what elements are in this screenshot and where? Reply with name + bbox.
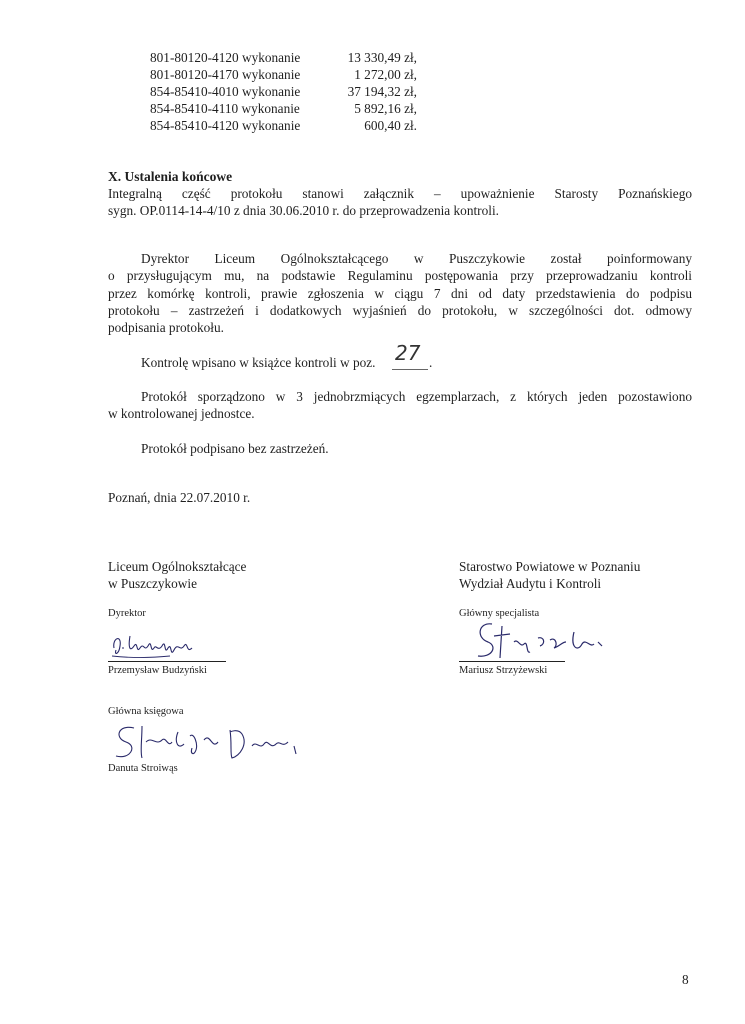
right-party-department: Wydział Audytu i Kontroli bbox=[459, 576, 602, 591]
register-period: . bbox=[429, 355, 433, 370]
budget-code: 854-85410-4010 wykonanie bbox=[150, 84, 301, 99]
budget-amount: 37 194,32 zł, bbox=[347, 84, 417, 99]
copies-line: Protokół sporządzono w 3 jednobrzmiących egzemplarzach, z których jeden pozostawiono bbox=[141, 389, 692, 404]
budget-amount: 600,40 zł. bbox=[364, 118, 417, 133]
register-number-handwritten: 27 bbox=[395, 341, 421, 365]
signed-statement: Protokół podpisano bez zastrzeżeń. bbox=[141, 441, 329, 456]
intro-line: Integralną część protokołu stanowi załącznik – upoważnienie Starosty Poznańskiego bbox=[108, 186, 692, 201]
budget-amount: 1 272,00 zł, bbox=[354, 67, 417, 82]
paragraph-line: podpisania protokołu. bbox=[108, 320, 224, 335]
right-role: Główny specjalista bbox=[459, 608, 540, 619]
specialist-signature bbox=[474, 618, 604, 664]
page-number: 8 bbox=[682, 972, 689, 987]
copies-line: w kontrolowanej jednostce. bbox=[108, 406, 255, 421]
director-signature bbox=[110, 628, 210, 664]
budget-amount: 13 330,49 zł, bbox=[347, 50, 417, 65]
right-signature-line bbox=[459, 661, 565, 662]
right-party-name: Starostwo Powiatowe w Poznaniu bbox=[459, 559, 641, 574]
left-signatory-name-2: Danuta Stroiwąs bbox=[108, 763, 178, 774]
place-date: Poznań, dnia 22.07.2010 r. bbox=[108, 490, 251, 505]
register-label: Kontrolę wpisano w książce kontroli w poz. bbox=[141, 355, 376, 370]
left-role: Dyrektor bbox=[108, 608, 146, 619]
accountant-signature bbox=[112, 720, 302, 766]
left-signature-line bbox=[108, 661, 226, 662]
left-party-location: w Puszczykowie bbox=[108, 576, 197, 591]
section-heading: X. Ustalenia końcowe bbox=[108, 169, 233, 184]
right-signatory-name: Mariusz Strzyżewski bbox=[459, 665, 548, 676]
budget-code: 801-80120-4170 wykonanie bbox=[150, 67, 301, 82]
left-party-name: Liceum Ogólnokształcące bbox=[108, 559, 247, 574]
budget-code: 801-80120-4120 wykonanie bbox=[150, 50, 301, 65]
budget-code: 854-85410-4110 wykonanie bbox=[150, 101, 300, 116]
intro-line: sygn. OP.0114-14-4/10 z dnia 30.06.2010 r. do przeprowadzenia kontroli. bbox=[108, 203, 499, 218]
left-role-2: Główna księgowa bbox=[108, 706, 184, 717]
register-text bbox=[141, 354, 376, 371]
paragraph-line: Dyrektor Liceum Ogólnokształcącego w Puszczykowie został poinformowany bbox=[141, 251, 692, 266]
paragraph-line: o przysługującym mu, na podstawie Regulaminu postępowania przy przeprowadzaniu kontroli bbox=[108, 268, 692, 283]
left-signatory-name: Przemysław Budzyński bbox=[108, 665, 207, 676]
register-underline bbox=[392, 369, 428, 370]
budget-code: 854-85410-4120 wykonanie bbox=[150, 118, 301, 133]
budget-amount: 5 892,16 zł, bbox=[354, 101, 417, 116]
paragraph-line: przez komórkę kontroli, prawie zgłoszenia w ciągu 7 dni od daty przedstawienia do podpisu bbox=[108, 286, 692, 301]
paragraph-line: protokołu – zastrzeżeń i dodatkowych wyjaśnień do protokołu, w szczególności dot. odmowy bbox=[108, 303, 692, 318]
